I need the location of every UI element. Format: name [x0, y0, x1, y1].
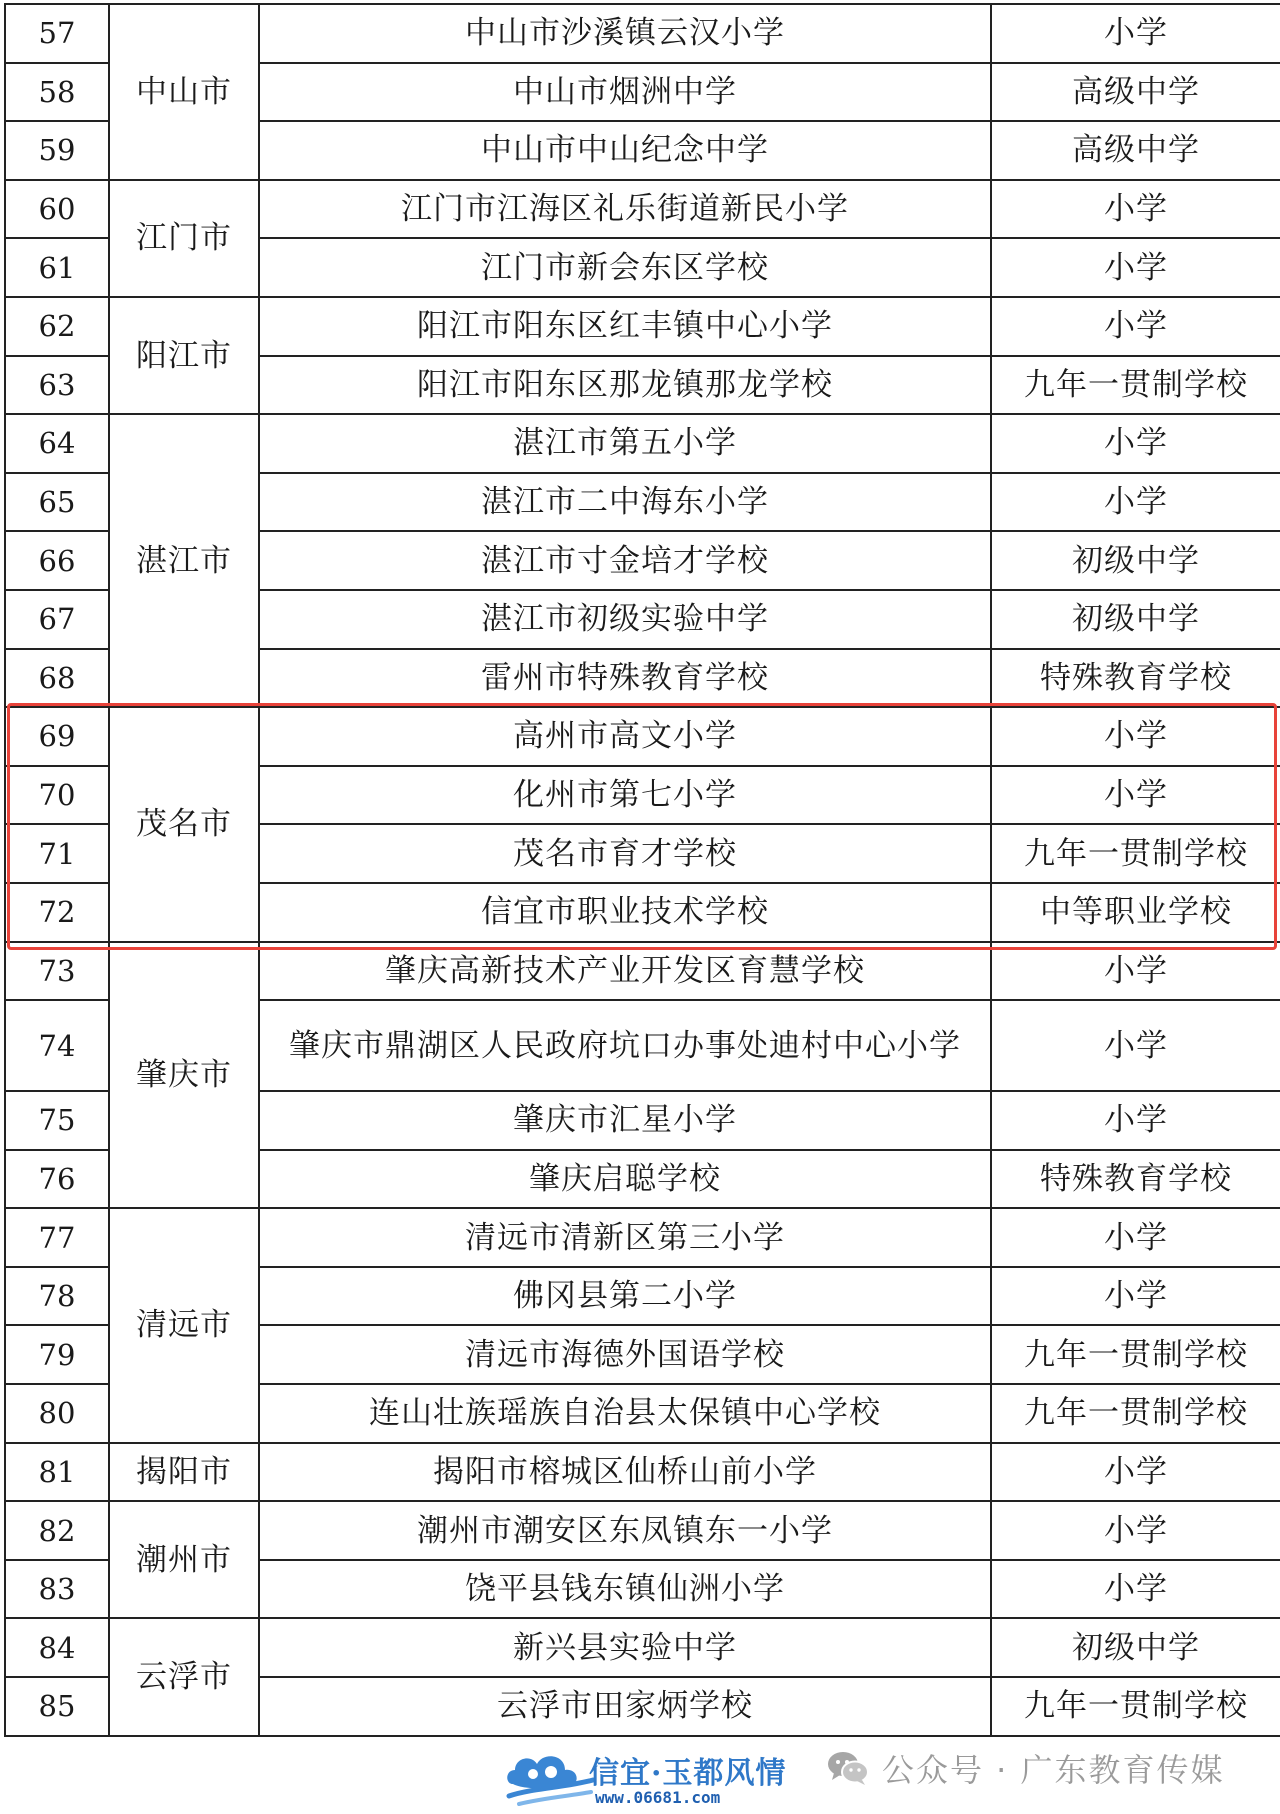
- table-row: [5, 1618, 1280, 1677]
- row-number: 61: [5, 238, 109, 297]
- row-number: 78: [5, 1267, 109, 1326]
- row-number: 77: [5, 1208, 109, 1267]
- school-type: 小学: [991, 1208, 1280, 1267]
- row-number: 85: [5, 1677, 109, 1736]
- city-cell: 清远市: [109, 1208, 259, 1442]
- school-type: 小学: [991, 707, 1280, 766]
- table-row: [5, 1443, 1280, 1502]
- table-row: [5, 297, 1280, 356]
- row-number: 84: [5, 1618, 109, 1677]
- school-name: 肇庆市汇星小学: [259, 1091, 991, 1150]
- table-row: [5, 707, 1280, 766]
- row-number: 60: [5, 180, 109, 239]
- city-cell: 茂名市: [109, 707, 259, 941]
- row-number: 69: [5, 707, 109, 766]
- row-number: 65: [5, 473, 109, 532]
- school-name: 清远市海德外国语学校: [259, 1325, 991, 1384]
- row-number: 63: [5, 356, 109, 415]
- school-type: 特殊教育学校: [991, 649, 1280, 708]
- school-type: 小学: [991, 1560, 1280, 1619]
- table-row: [5, 180, 1280, 239]
- city-cell: 湛江市: [109, 414, 259, 707]
- footer: [0, 1736, 1280, 1814]
- row-number: 70: [5, 766, 109, 825]
- cloud-logo-icon: [503, 1740, 595, 1810]
- row-number: 80: [5, 1384, 109, 1443]
- school-name: 化州市第七小学: [259, 766, 991, 825]
- school-name: 云浮市田家炳学校: [259, 1677, 991, 1736]
- table-row: [5, 942, 1280, 1001]
- table-row: [5, 414, 1280, 473]
- school-name: 雷州市特殊教育学校: [259, 649, 991, 708]
- school-name: 湛江市寸金培才学校: [259, 531, 991, 590]
- row-number: 81: [5, 1443, 109, 1502]
- school-name: 佛冈县第二小学: [259, 1267, 991, 1326]
- school-name: 肇庆高新技术产业开发区育慧学校: [259, 942, 991, 1001]
- school-name: 高州市高文小学: [259, 707, 991, 766]
- city-cell: 潮州市: [109, 1501, 259, 1618]
- school-type: 九年一贯制学校: [991, 1677, 1280, 1736]
- school-type: 高级中学: [991, 63, 1280, 122]
- wechat-icon: [826, 1748, 870, 1788]
- school-name: 连山壮族瑶族自治县太保镇中心学校: [259, 1384, 991, 1443]
- school-type: 初级中学: [991, 531, 1280, 590]
- row-number: 59: [5, 121, 109, 180]
- row-number: 79: [5, 1325, 109, 1384]
- wechat-account-name: 公众号 · 广东教育传媒: [882, 1751, 1225, 1789]
- logo-url: www.06681.com: [595, 1788, 721, 1807]
- school-type: 小学: [991, 1000, 1280, 1091]
- row-number: 83: [5, 1560, 109, 1619]
- school-type: 小学: [991, 238, 1280, 297]
- school-name: 潮州市潮安区东凤镇东一小学: [259, 1501, 991, 1560]
- school-name: 中山市中山纪念中学: [259, 121, 991, 180]
- row-number: 68: [5, 649, 109, 708]
- table-row: [5, 1208, 1280, 1267]
- school-type: 小学: [991, 414, 1280, 473]
- logo-title: 信宜·玉都风情: [589, 1756, 787, 1791]
- school-name: 清远市清新区第三小学: [259, 1208, 991, 1267]
- school-type: 中等职业学校: [991, 883, 1280, 942]
- school-type: 初级中学: [991, 590, 1280, 649]
- table-row: [5, 4, 1280, 63]
- school-name: 阳江市阳东区那龙镇那龙学校: [259, 356, 991, 415]
- site-logo[interactable]: [503, 1740, 787, 1810]
- school-type: 小学: [991, 180, 1280, 239]
- school-type: 九年一贯制学校: [991, 356, 1280, 415]
- row-number: 75: [5, 1091, 109, 1150]
- row-number: 58: [5, 63, 109, 122]
- school-name: 中山市沙溪镇云汉小学: [259, 4, 991, 63]
- school-name: 揭阳市榕城区仙桥山前小学: [259, 1443, 991, 1502]
- row-number: 67: [5, 590, 109, 649]
- school-type: 小学: [991, 766, 1280, 825]
- row-number: 74: [5, 1000, 109, 1091]
- school-name: 阳江市阳东区红丰镇中心小学: [259, 297, 991, 356]
- school-name: 中山市烟洲中学: [259, 63, 991, 122]
- school-name: 信宜市职业技术学校: [259, 883, 991, 942]
- school-list-table: [4, 3, 1280, 1737]
- row-number: 62: [5, 297, 109, 356]
- school-type: 小学: [991, 1501, 1280, 1560]
- row-number: 71: [5, 824, 109, 883]
- school-name: 湛江市初级实验中学: [259, 590, 991, 649]
- school-name: 湛江市第五小学: [259, 414, 991, 473]
- wechat-account: [826, 1746, 1225, 1790]
- school-name: 茂名市育才学校: [259, 824, 991, 883]
- row-number: 57: [5, 4, 109, 63]
- table-row: [5, 1501, 1280, 1560]
- school-type: 九年一贯制学校: [991, 824, 1280, 883]
- row-number: 64: [5, 414, 109, 473]
- school-name: 肇庆市鼎湖区人民政府坑口办事处迪村中心小学: [259, 1000, 991, 1091]
- school-type: 特殊教育学校: [991, 1150, 1280, 1209]
- school-type: 小学: [991, 297, 1280, 356]
- school-name: 肇庆启聪学校: [259, 1150, 991, 1209]
- school-type: 小学: [991, 4, 1280, 63]
- school-name: 新兴县实验中学: [259, 1618, 991, 1677]
- school-name: 江门市江海区礼乐街道新民小学: [259, 180, 991, 239]
- school-type: 小学: [991, 1443, 1280, 1502]
- school-type: 高级中学: [991, 121, 1280, 180]
- city-cell: 阳江市: [109, 297, 259, 414]
- school-type: 小学: [991, 1091, 1280, 1150]
- school-type: 小学: [991, 473, 1280, 532]
- row-number: 72: [5, 883, 109, 942]
- school-name: 饶平县钱东镇仙洲小学: [259, 1560, 991, 1619]
- school-type: 九年一贯制学校: [991, 1384, 1280, 1443]
- city-cell: 肇庆市: [109, 942, 259, 1209]
- city-cell: 云浮市: [109, 1618, 259, 1735]
- city-cell: 揭阳市: [109, 1443, 259, 1502]
- school-name: 湛江市二中海东小学: [259, 473, 991, 532]
- row-number: 76: [5, 1150, 109, 1209]
- row-number: 73: [5, 942, 109, 1001]
- school-type: 九年一贯制学校: [991, 1325, 1280, 1384]
- city-cell: 江门市: [109, 180, 259, 297]
- city-cell: 中山市: [109, 4, 259, 180]
- row-number: 66: [5, 531, 109, 590]
- school-name: 江门市新会东区学校: [259, 238, 991, 297]
- row-number: 82: [5, 1501, 109, 1560]
- school-type: 小学: [991, 942, 1280, 1001]
- school-type: 小学: [991, 1267, 1280, 1326]
- school-type: 初级中学: [991, 1618, 1280, 1677]
